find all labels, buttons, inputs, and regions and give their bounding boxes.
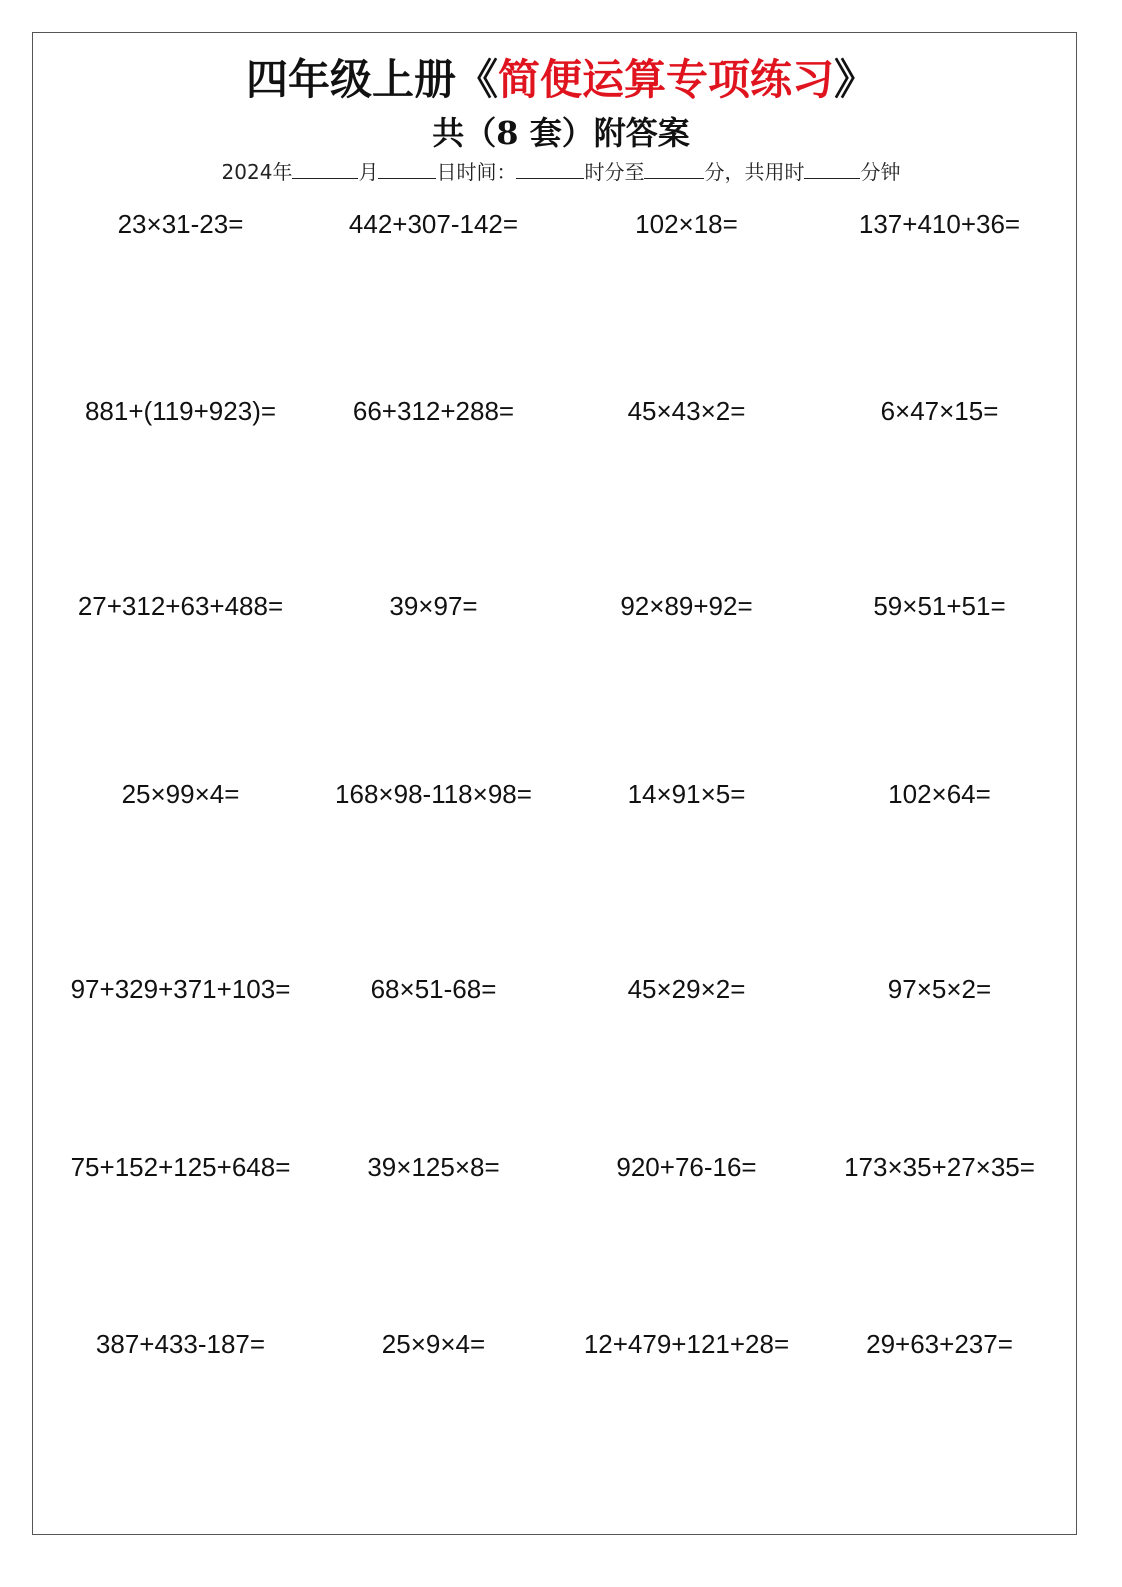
problem-item: 25×99×4=: [121, 779, 240, 809]
title-prefix: 四年级上册《: [245, 55, 498, 104]
problem-item: 881+(119+923)=: [84, 396, 277, 426]
problem-item: 14×91×5=: [627, 779, 746, 809]
minute-total-label: 分，共用时: [704, 160, 805, 184]
problem-item: 45×29×2=: [627, 974, 746, 1004]
problem-row: [54, 586, 1066, 626]
problem-item: 173×35+27×35=: [844, 1152, 1035, 1182]
problem-row: [54, 1324, 1066, 1364]
problem-item: 97+329+371+103=: [70, 974, 291, 1004]
problem-item: 12+479+121+28=: [583, 1329, 790, 1359]
problem-item: 27+312+63+488=: [77, 591, 284, 621]
problem-item: 75+152+125+648=: [70, 1152, 291, 1182]
problem-item: 387+433-187=: [95, 1329, 266, 1359]
problem-item: 168×98-118×98=: [335, 779, 532, 809]
problem-item: 102×64=: [888, 779, 991, 809]
problem-row: [54, 774, 1066, 814]
month-label: 月: [358, 160, 379, 184]
title-accent: 简便运算专项练习: [497, 55, 834, 104]
problem-item: 39×97=: [389, 591, 478, 621]
problem-row: [54, 1147, 1066, 1187]
problem-item: 442+307-142=: [348, 209, 519, 239]
title-suffix: 》: [834, 55, 877, 104]
hour-to-label: 时分至: [584, 160, 645, 184]
problem-item: 59×51+51=: [873, 591, 1006, 621]
problem-item: 39×125×8=: [367, 1152, 500, 1182]
problem-item: 68×51-68=: [370, 974, 497, 1004]
problem-grid: [54, 0, 1066, 1587]
problem-item: 23×31-23=: [117, 209, 244, 239]
day-time-label: 日时间：: [436, 160, 517, 184]
minutes-label: 分钟: [860, 160, 901, 184]
problem-item: 66+312+288=: [352, 396, 515, 426]
problem-item: 6×47×15=: [880, 396, 999, 426]
problem-item: 97×5×2=: [887, 974, 992, 1004]
problem-row: [54, 391, 1066, 431]
worksheet-subtitle: 共（8 套）附答案: [432, 114, 690, 152]
problem-item: 92×89+92=: [620, 591, 753, 621]
problem-row: [54, 969, 1066, 1009]
problem-item: 45×43×2=: [627, 396, 746, 426]
problem-item: 25×9×4=: [381, 1329, 486, 1359]
problem-item: 920+76-16=: [616, 1152, 757, 1182]
problem-item: 102×18=: [635, 209, 738, 239]
problem-row: [54, 204, 1066, 244]
problem-item: 29+63+237=: [866, 1329, 1013, 1359]
problem-item: 137+410+36=: [858, 209, 1021, 239]
year-label: 2024年: [221, 160, 293, 184]
